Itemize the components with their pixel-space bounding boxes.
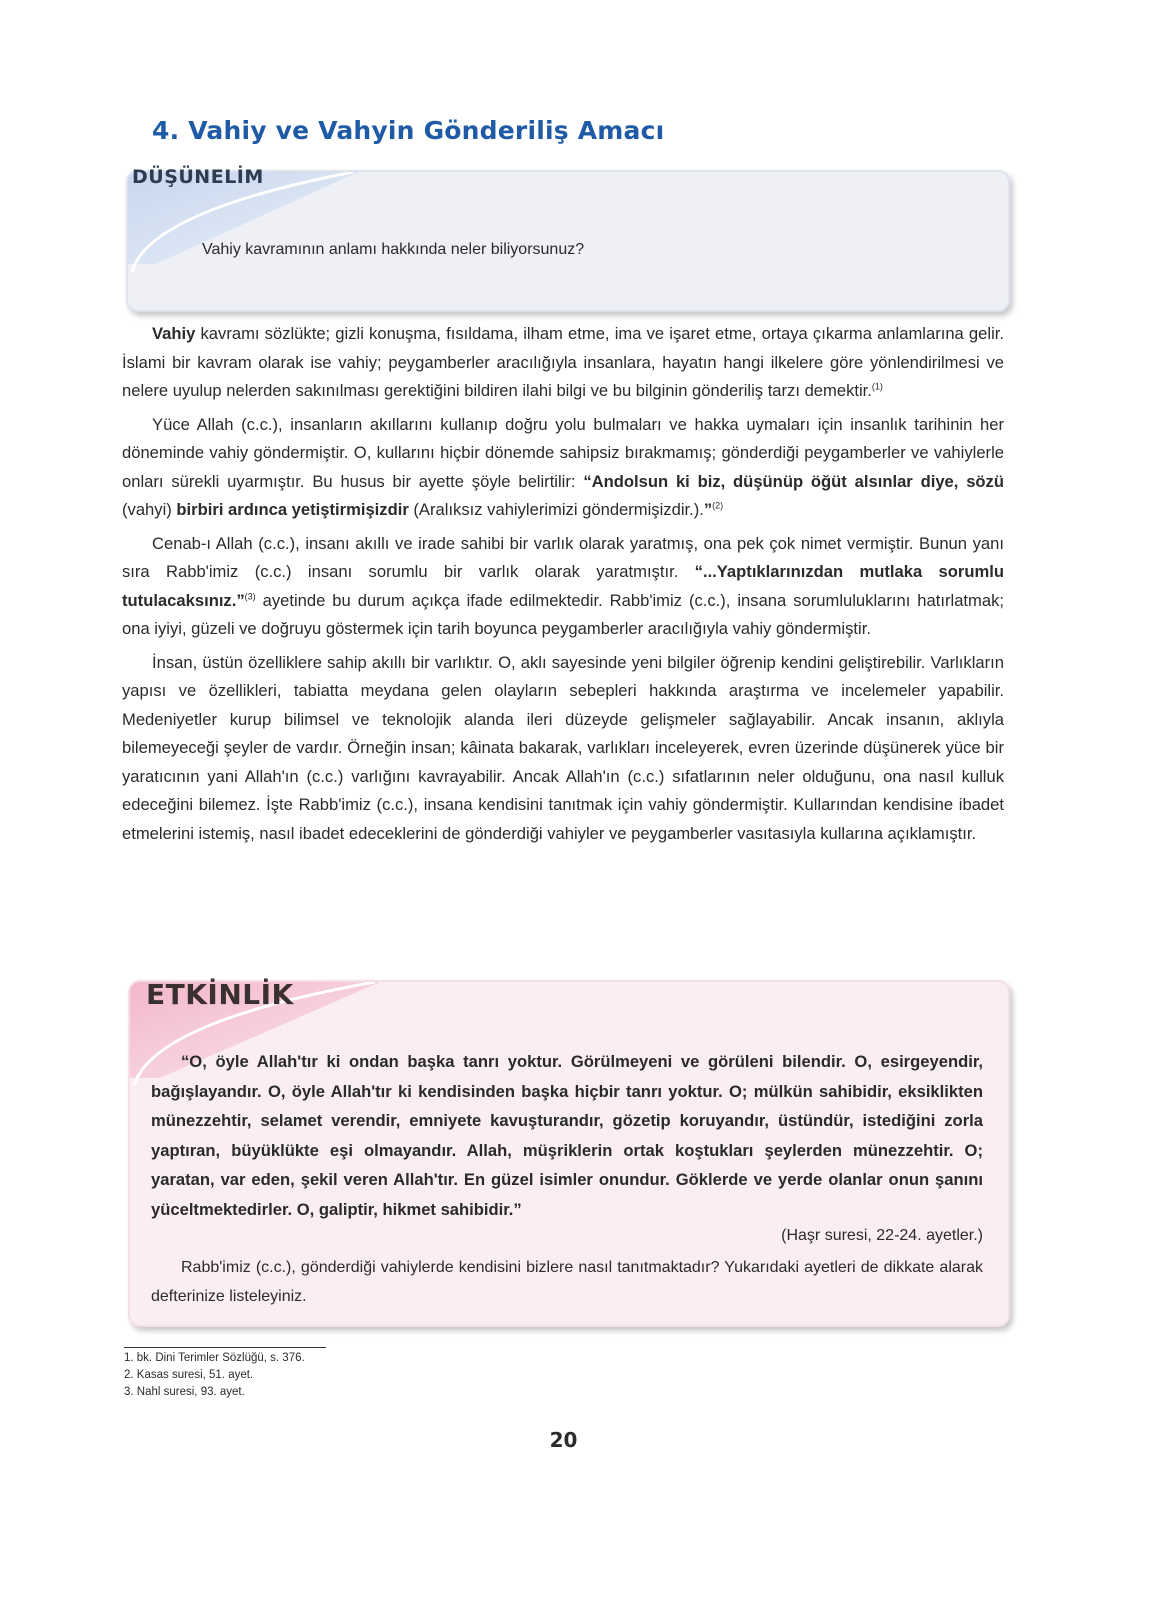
paragraph-2 [122, 411, 1004, 525]
footnote-2: 2. Kasas suresi, 51. ayet. [124, 1369, 254, 1381]
term-vahiy: Vahiy [152, 324, 196, 343]
footnote-ref-3: (3) [244, 590, 256, 601]
verse-quote-3: “...Yaptıklarınızdan mutlaka sorumlu tutulacaksınız.” [122, 562, 1004, 610]
activity-label: ETKİNLİK [146, 978, 294, 1011]
verse-quote-d: (Aralıksız vahiylerimizi göndermişizdir.). [408, 500, 704, 519]
footnotes [124, 1350, 305, 1401]
footnote-3: 3. Nahl suresi, 93. ayet. [124, 1386, 245, 1398]
footnote-1: 1. bk. Dini Terimler Sözlüğü, s. 376. [124, 1352, 305, 1364]
think-question: Vahiy kavramının anlamı hakkında neler biliyorsunuz? [202, 241, 585, 258]
footnote-ref-2: (2) [712, 500, 724, 511]
paragraph-1-text: kavramı sözlükte; gizli konuşma, fısıldama, ilham etme, ima ve işaret etme, ortaya çıkarma anlamlarına gelir. İslami bir kavram olarak ise vahiy; peygamberler aracılığıyla insanlara, hayatın hangi ilkelere göre yönlendirilmesi ve nelere uyulup nelerden sakınılması gerektiğini bildiren ilahi bilgi ve bu bilginin gönderiliş tarzı demektir. [122, 324, 1004, 400]
activity-reference: (Haşr suresi, 22-24. ayetler.) [781, 1227, 983, 1244]
paragraph-3-text-after: ayetinde bu durum açıkça ifade edilmektedir. Rabb'imiz (c.c.), insana sorumluluklarını hatırlatmak; ona iyiyi, güzeli ve doğruyu göstermek için tarih boyunca peygamberler aracılığıyla vahiy göndermiştir. [122, 590, 1004, 638]
paragraph-1 [122, 320, 1004, 406]
verse-quote-a: “Andolsun ki biz, düşünüp öğüt alsınlar diye, sözü [583, 471, 1004, 491]
footnote-divider [124, 1347, 326, 1348]
verse-quote-b: (vahyi) [122, 500, 177, 519]
paragraph-3-text: Cenab-ı Allah (c.c.), insanı akıllı ve irade sahibi bir varlık olarak yaratmış, ona pek çok nimet vermiştir. Bunun yanı sıra Rabb'imiz (c.c.) insanı sorumlu bir varlık olarak yaratmıştır. [122, 533, 1004, 581]
section-title: 4. Vahiy ve Vahyin Gönderiliş Amacı [152, 116, 665, 145]
page-number: 20 [549, 1428, 578, 1452]
footnote-ref-1: (1) [871, 381, 883, 392]
activity-quote: “O, öyle Allah'tır ki ondan başka tanrı yoktur. Görülmeyeni ve görüleni bilendir. O, esirgeyendir, bağışlayandır. O, öyle Allah'tır ki kendisinden başka hiçbir tanrı yoktur. O; mülkün sahibidir, eksiklikten münezzehtir, selamet verendir, emniyete kavuşturandır, gözetip koruyandır, üstündür, istediğini zorla yaptıran, büyüklükte eşi olmayandır. Allah, müşriklerin ortak koştukları şeylerden münezzehtir. O; yaratan, var eden, şekil veren Allah'tır. En güzel isimler onundur. Göklerde ve yerde olanlar onun şanını yüceltmektedirler. O, galiptir, hikmet sahibidir.” [151, 1052, 983, 1219]
think-label: DÜŞÜNELİM [132, 166, 264, 188]
activity-task: Rabb'imiz (c.c.), gönderdiği vahiylerde kendisini bizlere nasıl tanıtmaktadır? Yukarıdaki ayetleri de dikkate alarak defterinize listeleyiniz. [151, 1259, 983, 1305]
paragraph-4 [122, 649, 1004, 849]
paragraph-2-text: Yüce Allah (c.c.), insanların akıllarını kullanıp doğru yolu bulmaları ve hakka uymaları için insanlık tarihinin her döneminde vahiy göndermiştir. O, kullarını hiçbir dönemde sahipsiz bırakmamış; gönderdiği peygamberler ve vahiylerle onları sürekli uyarmıştır. Bu husus bir ayette şöyle belirtilir: [122, 414, 1004, 491]
paragraph-3 [122, 530, 1004, 644]
verse-quote-c: birbiri ardınca yetiştirmişizdir [176, 500, 409, 519]
body-text [122, 320, 1004, 853]
verse-quote-end: ” [703, 500, 713, 519]
paragraph-4-text: İnsan, üstün özelliklere sahip akıllı bir varlıktır. O, aklı sayesinde yeni bilgiler öğrenip kendini geliştirebilir. Varlıkların yapısı ve özellikleri, tabiatta meydana gelen olayların sebepleri hakkında araştırma ve incelemeler yapabilir. Medeniyetler kurup bilimsel ve teknolojik alanda ileri düzeyde gelişmeler sağlayabilir. Ancak insanın, aklıyla bilemeyeceği şeyler de vardır. Örneğin insan; kâinata bakarak, varlıkları inceleyerek, evren üzerinde düşünerek yüce bir yaratıcının yani Allah'ın (c.c.) varlığını kavrayabilir. Ancak Allah'ın (c.c.) sıfatlarının neler olduğunu, ona nasıl kulluk edeceğini bilemez. İşte Rabb'imiz (c.c.), insana kendisini tanıtmak için vahiy göndermiştir. Kullarından kendisine ibadet etmelerini istemiş, nasıl ibadet edeceklerini de gönderdiği vahiyler ve peygamberler vasıtasıyla kullarına açıklamıştır. [122, 652, 1004, 843]
